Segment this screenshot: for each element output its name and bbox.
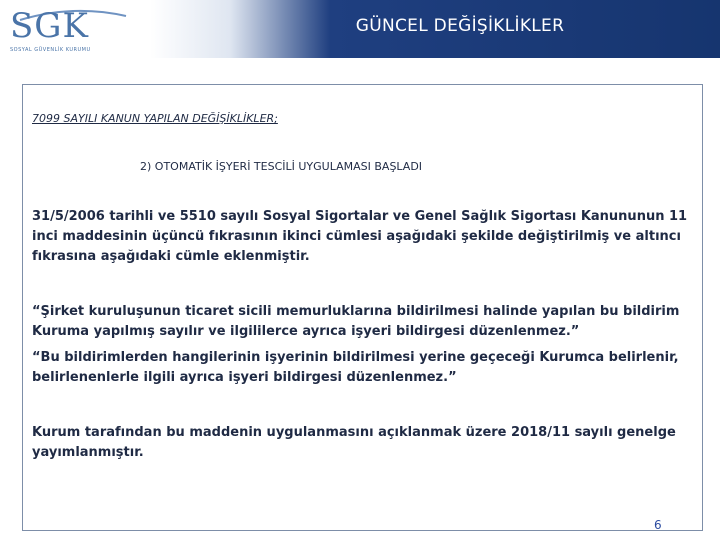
section-heading: 7099 SAYILI KANUN YAPILAN DEĞİŞİKLİKLER; [32,112,278,125]
paragraph-circular: Kurum tarafından bu maddenin uygulanmasını açıklanmak üzere 2018/11 sayılı genelge yayımlanmıştır. [32,425,676,460]
quote-first: “Şirket kuruluşunun ticaret sicili memurluklarına bildirilmesi halinde yapılan bu bildirim Kuruma yapılmış sayılır ve ilgililerce ayrıca işyeri bildirgesi düzenlenmez.” [32,304,680,339]
subheading: 2) OTOMATİK İŞYERİ TESCİLİ UYGULAMASI BAŞLADI [140,160,423,173]
logo-text: SGK [10,6,89,46]
logo-subtitle: SOSYAL GÜVENLİK KURUMU [10,47,91,53]
slide-title: GÜNCEL DEĞİŞİKLİKLER [355,16,565,36]
quote-second: “Bu bildirimlerden hangilerinin işyerinin bildirilmesi yerine geçeceği Kurumca belirlenir, belirlenenlerle ilgili ayrıca işyeri bildirgesi düzenlenmez.” [32,350,679,385]
header-banner [0,0,720,58]
paragraph-law-change: 31/5/2006 tarihli ve 5510 sayılı Sosyal Sigortalar ve Genel Sağlık Sigortası Kanununun 11 inci maddesinin üçüncü fıkrasının ikinci cümlesi aşağıdaki şekilde değiştirilmiş ve altıncı fıkrasına aşağıdaki cümle eklenmiştir. [32,209,688,264]
page-number: 6 [654,518,662,532]
sgk-logo [10,6,130,56]
